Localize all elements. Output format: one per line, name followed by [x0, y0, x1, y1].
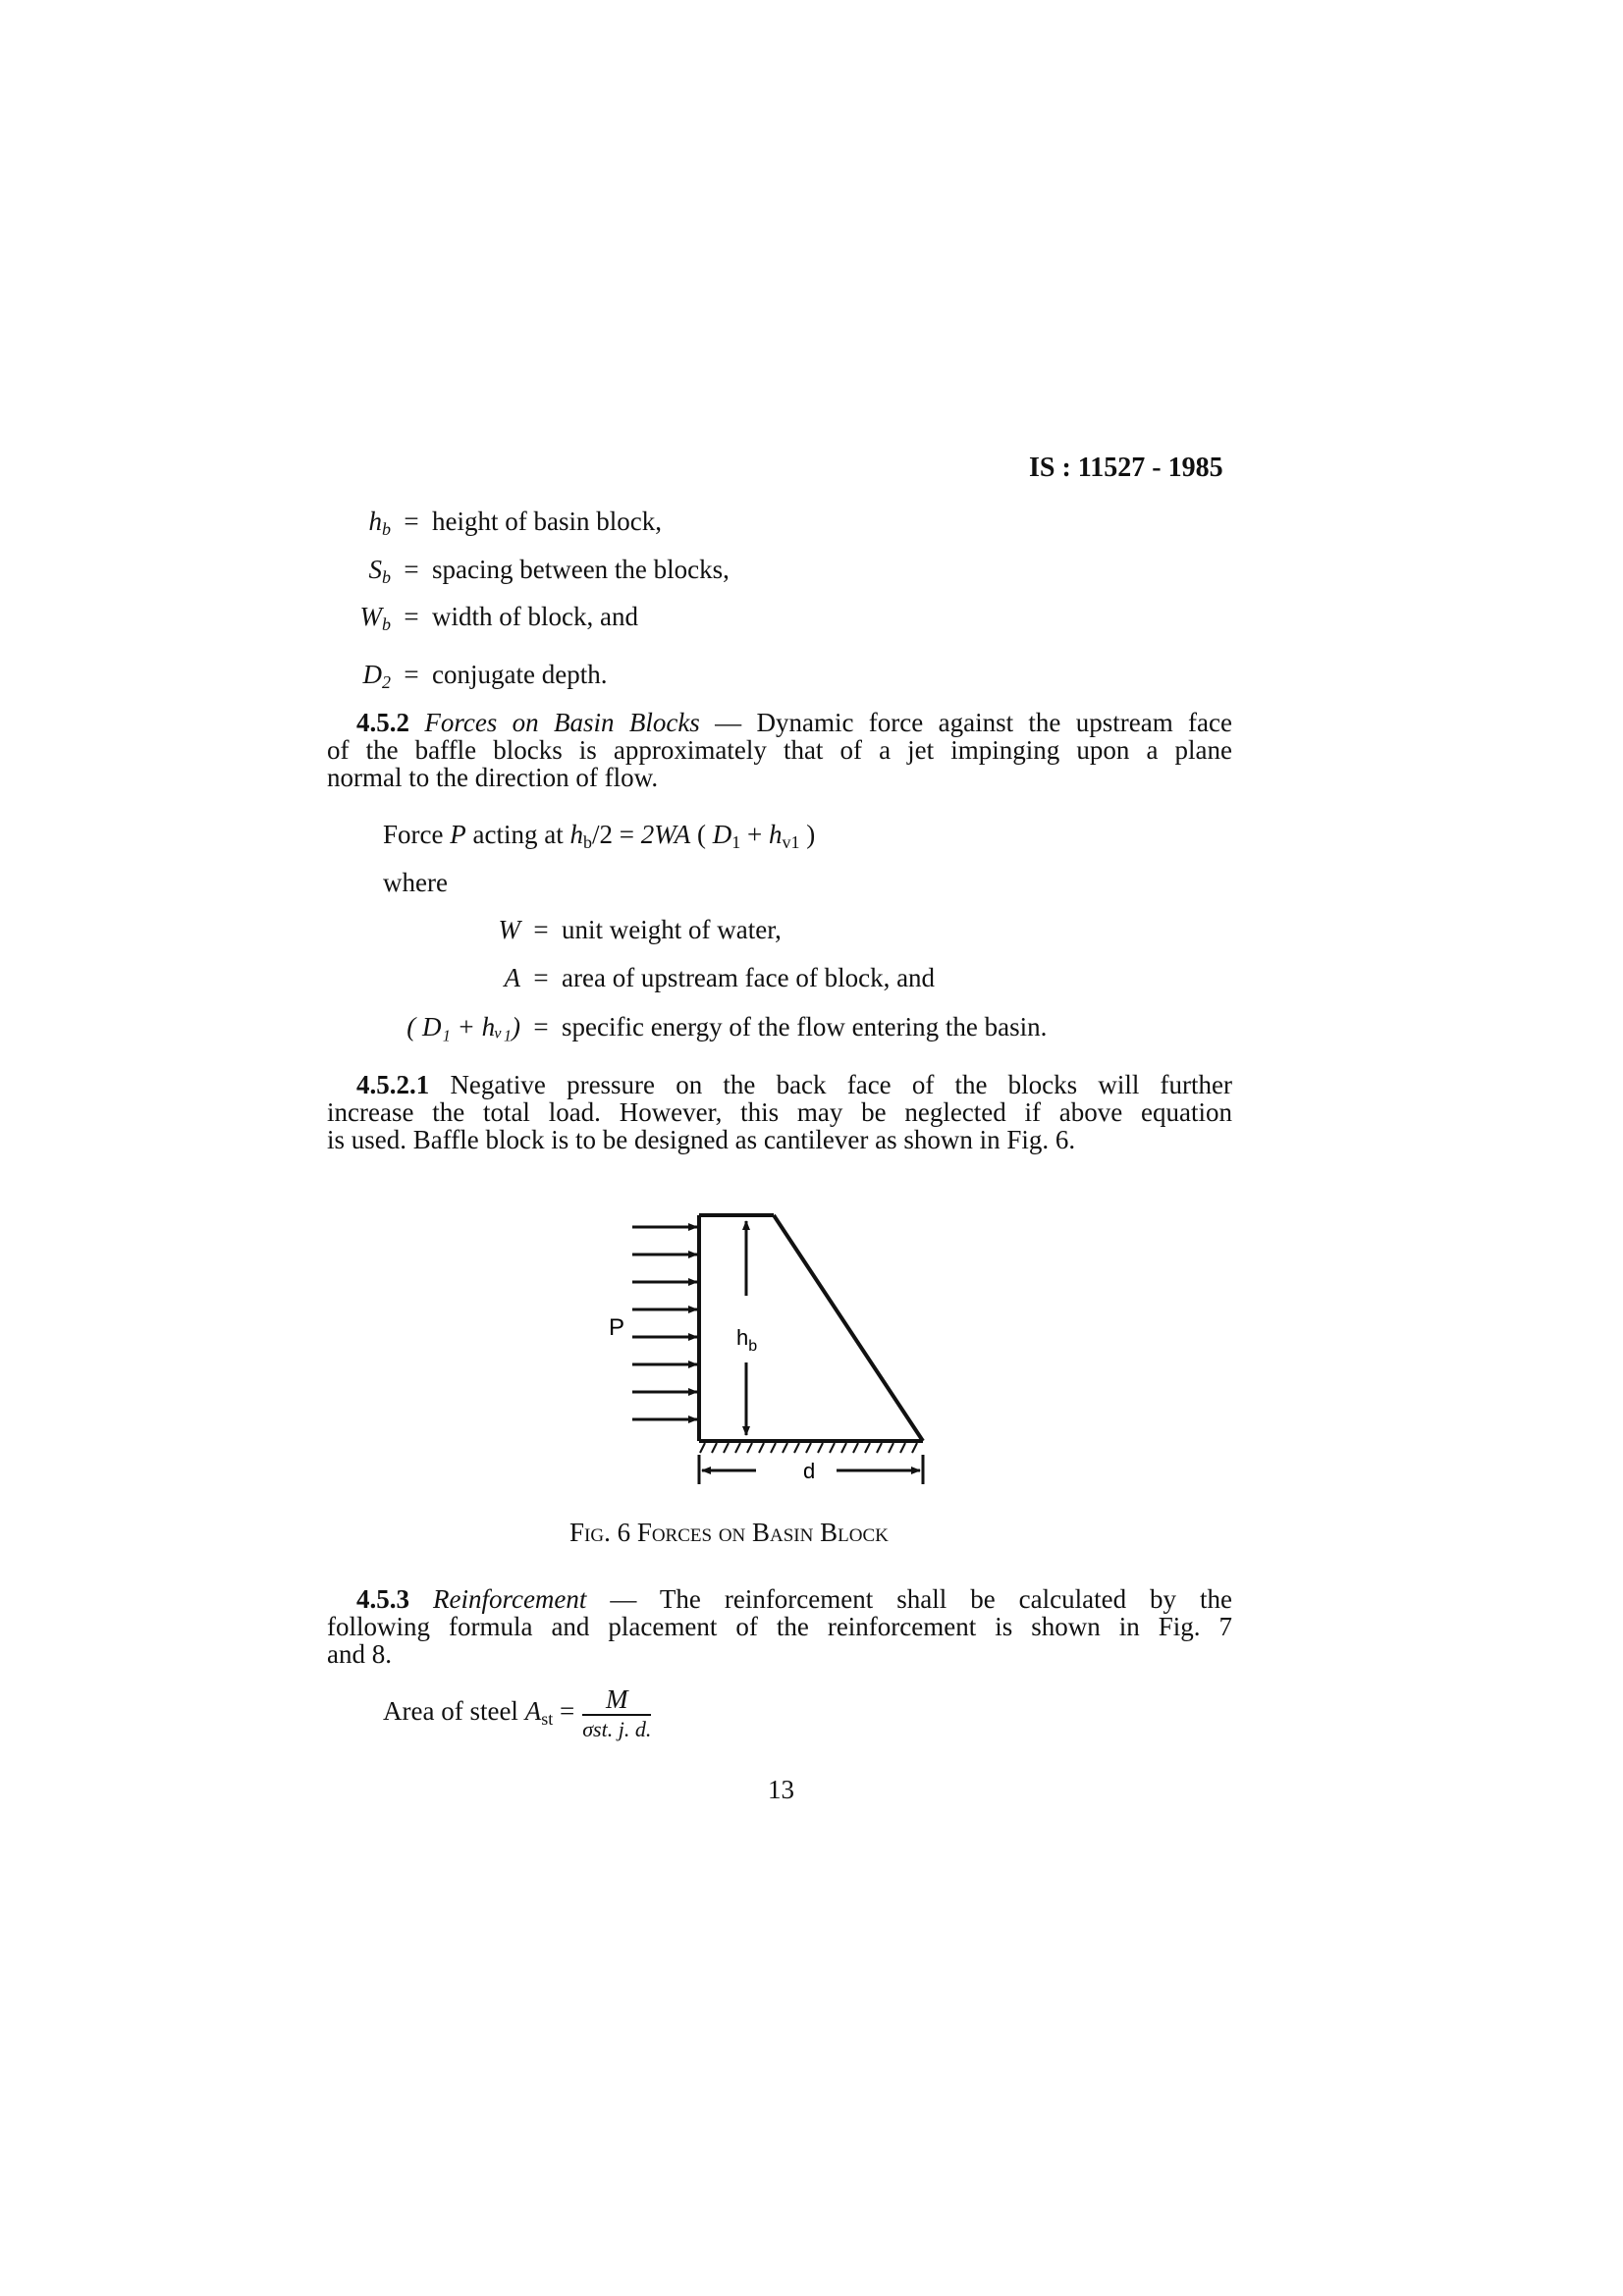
paragraph-line: is used. Baffle block is to be designed as cantilever as shown in Fig. 6. — [327, 1125, 1076, 1154]
paragraph-line: increase the total load. However, this may be neglected if above equation — [327, 1097, 1232, 1127]
paragraph-line: following formula and placement of the reinforcement is shown in Fig. 7 — [327, 1612, 1232, 1641]
steel-fraction: $\frac{M}{\text{σst. j. d.}}$ — [582, 1684, 652, 1741]
standard-number: IS : 11527 - 1985 — [1029, 453, 1223, 483]
paragraph-line: normal to the direction of flow. — [327, 763, 659, 792]
basin-block-figure — [589, 1198, 943, 1492]
force-label: P — [609, 1314, 625, 1341]
paragraph-line: 4.5.2 Forces on Basin Blocks — Dynamic force against the upstream face — [356, 708, 1232, 737]
definition-text: conjugate depth. — [432, 660, 608, 689]
paragraph-line: and 8. — [327, 1639, 392, 1669]
figure-caption: Fig. 6 Forces on Basin Block — [569, 1518, 889, 1547]
definition-row: $W_b$ = width of block, and — [334, 602, 638, 639]
force-equation: Force P acting at $h_b/2 = 2WA$ ( $D_1 + h_{v1}$ ) — [383, 820, 816, 852]
paragraph-line: of the baffle blocks is approximately that of a jet impinging upon a plane — [327, 735, 1232, 765]
definition-row: W = unit weight of water, — [373, 915, 782, 944]
definition-row: $S_b$ = spacing between the blocks, — [334, 555, 730, 592]
section-4-5-3 — [327, 1585, 1232, 1668]
definition-row: $h_b$ = height of basin block, — [334, 507, 662, 544]
definition-symbol: $D_2$ — [362, 660, 391, 692]
width-label: d — [803, 1459, 816, 1483]
section-4-5-2-1 — [327, 1071, 1232, 1153]
ground-hatching — [700, 1443, 917, 1453]
paragraph-line: 4.5.2.1 Negative pressure on the back face of the blocks will further — [356, 1070, 1233, 1099]
definition-symbol: ( D₁ + hᵥ₁) — [406, 1012, 520, 1041]
definition-symbol: $S_b$ — [368, 555, 391, 587]
page-number: 13 — [768, 1775, 794, 1804]
definition-text: width of block, and — [432, 602, 638, 631]
definition-text: spacing between the blocks, — [432, 555, 730, 584]
definition-symbol: $h_b$ — [368, 507, 391, 539]
definition-symbol: A — [504, 963, 520, 992]
definition-row: ( D₁ + hᵥ₁) = specific energy of the flow entering the basin. — [373, 1012, 1047, 1041]
paragraph-line: 4.5.3 Reinforcement — The reinforcement shall be calculated by the — [356, 1584, 1233, 1614]
force-arrows — [632, 1227, 697, 1419]
height-label: $h_b$ — [736, 1325, 758, 1355]
definition-text: unit weight of water, — [562, 915, 782, 944]
definition-symbol: W — [498, 915, 520, 944]
definition-symbol: $W_b$ — [359, 602, 391, 634]
definition-text: specific energy of the flow entering the basin. — [562, 1012, 1048, 1041]
baffle-block-shape — [699, 1215, 923, 1441]
definition-row: $D_2$ = conjugate depth. — [334, 660, 607, 697]
where-label: where — [383, 868, 448, 897]
definition-text: height of basin block, — [432, 507, 662, 536]
steel-area-equation: Area of steel $A_{st}$ = $\frac{M}{\text{σst. j. d.}}$ — [383, 1684, 652, 1741]
definition-text: area of upstream face of block, and — [562, 963, 936, 992]
definition-row: A = area of upstream face of block, and — [373, 963, 935, 992]
section-4-5-2 — [327, 709, 1232, 791]
